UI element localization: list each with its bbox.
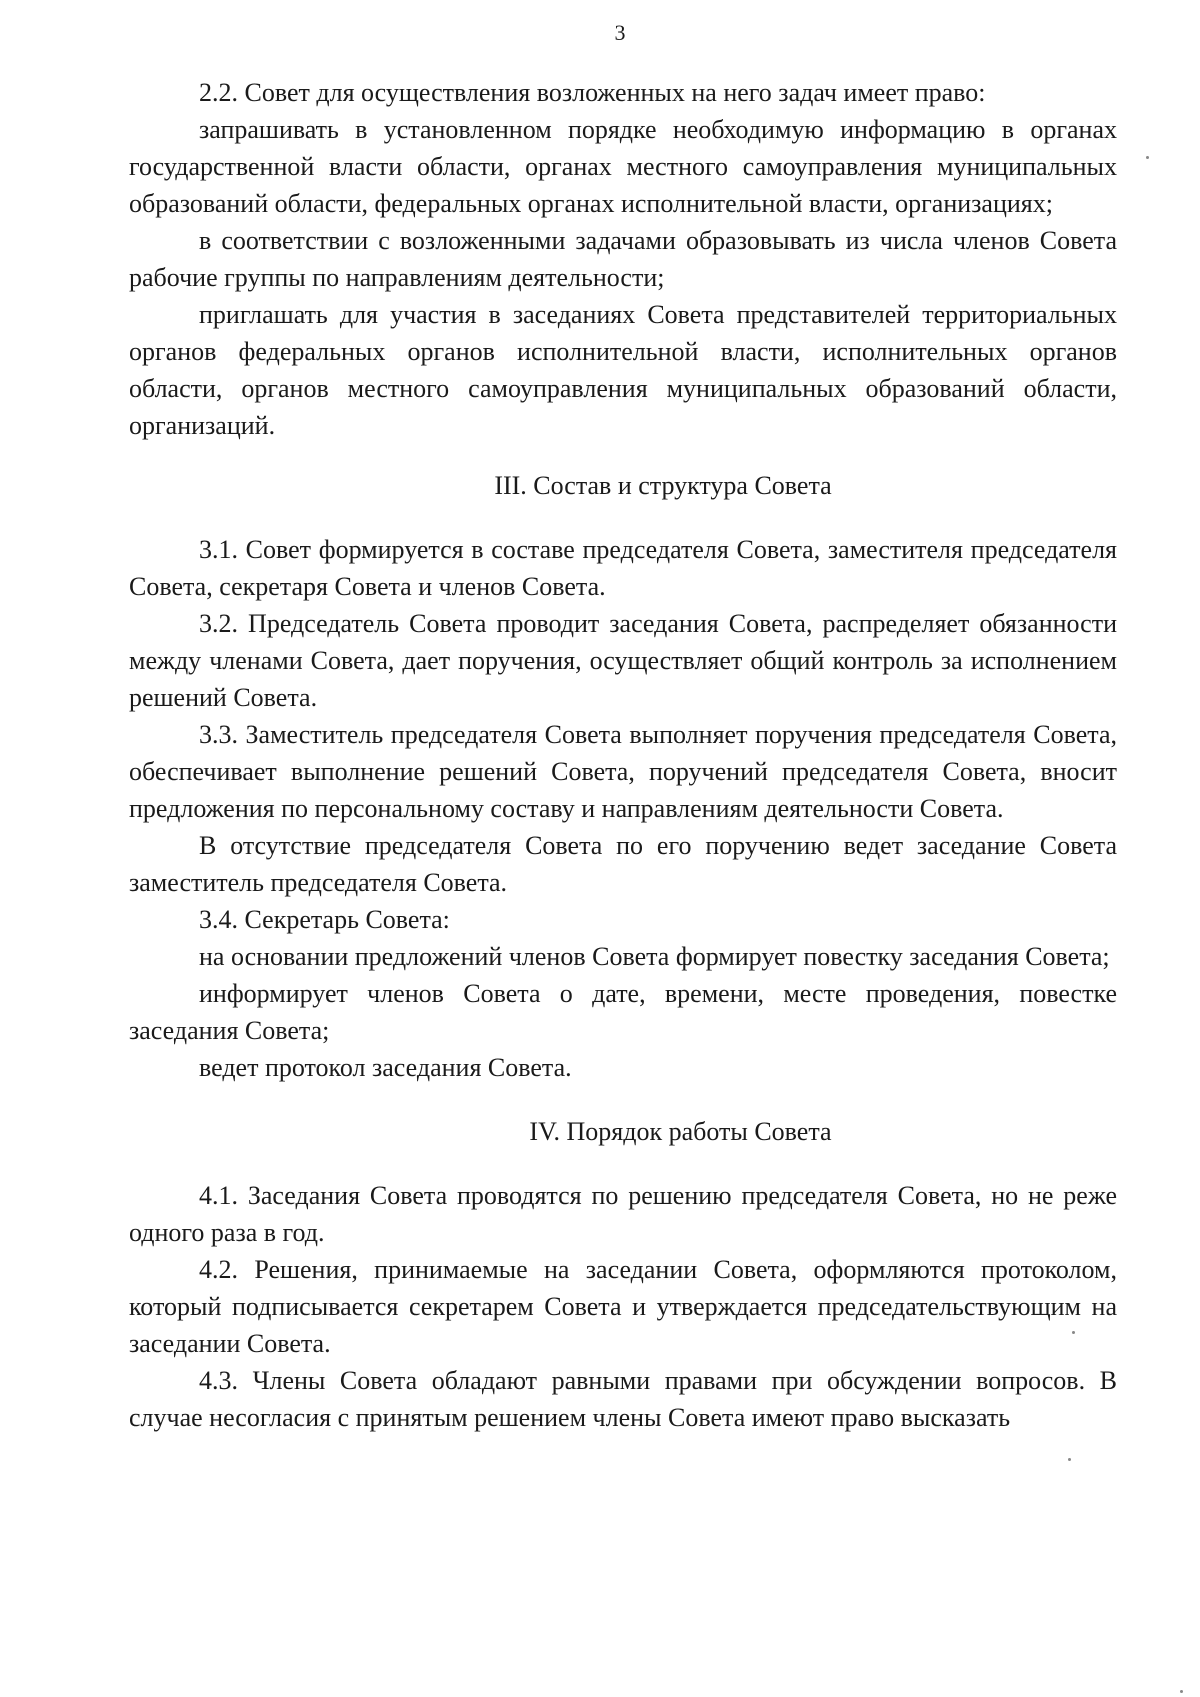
- scan-speck: [1146, 156, 1149, 159]
- paragraph-4-3: 4.3. Члены Совета обладают равными правами при обсуждении вопросов. В случае несогласия с принятым решением члены Совета имеют право высказать: [129, 1366, 1117, 1432]
- paragraph-4-2: 4.2. Решения, принимаемые на заседании Совета, оформляются протоколом, который подписывается секретарем Совета и утверждается председательствующим на заседании Совета.: [129, 1255, 1117, 1358]
- paragraph-3-2: 3.2. Председатель Совета проводит заседания Совета, распределяет обязанности между членами Совета, дает поручения, осуществляет общий контроль за исполнением решений Совета.: [129, 609, 1117, 712]
- paragraph-form-working-groups: в соответствии с возложенными задачами образовывать из числа членов Совета рабочие группы по направлениям деятельности;: [129, 226, 1117, 292]
- paragraph-secretary-minutes: ведет протокол заседания Совета.: [199, 1053, 572, 1082]
- paragraph-secretary-agenda: на основании предложений членов Совета формирует повестку заседания Совета;: [199, 942, 1110, 971]
- paragraph-3-3-absence: В отсутствие председателя Совета по его поручению ведет заседание Совета заместитель председателя Совета.: [129, 831, 1117, 897]
- paragraph-3-4: 3.4. Секретарь Совета:: [199, 905, 450, 934]
- section-4-heading: IV. Порядок работы Совета: [529, 1117, 832, 1146]
- paragraph-4-1: 4.1. Заседания Совета проводятся по решению председателя Совета, но не реже одного раза в год.: [129, 1181, 1117, 1247]
- paragraph-3-3: 3.3. Заместитель председателя Совета выполняет поручения председателя Совета, обеспечивает выполнение решений Совета, поручений председателя Совета, вносит предложения по персональному составу и направлениям деятельности Совета.: [129, 720, 1117, 823]
- scan-speck: [1180, 1690, 1183, 1693]
- paragraph-3-1: 3.1. Совет формируется в составе председателя Совета, заместителя председателя Совета, секретаря Совета и членов Совета.: [129, 535, 1117, 601]
- scan-speck: [1068, 1458, 1071, 1461]
- section-3-heading: III. Состав и структура Совета: [494, 471, 832, 500]
- paragraph-invite-representatives: приглашать для участия в заседаниях Совета представителей территориальных органов федеральных органов исполнительной власти, исполнительных органов области, органов местного самоуправления муниципальных образований области, организаций.: [129, 300, 1117, 440]
- page-number: 3: [614, 20, 626, 45]
- paragraph-secretary-inform: информирует членов Совета о дате, времени, месте проведения, повестке заседания Совета;: [129, 979, 1117, 1045]
- document-body: [129, 74, 1117, 1436]
- paragraph-request-information: запрашивать в установленном порядке необходимую информацию в органах государственной власти области, органах местного самоуправления муниципальных образований области, федеральных органах исполнительной власти, организациях;: [129, 115, 1117, 218]
- scan-speck: [1072, 1331, 1075, 1334]
- paragraph-2-2: 2.2. Совет для осуществления возложенных на него задач имеет право:: [199, 78, 986, 107]
